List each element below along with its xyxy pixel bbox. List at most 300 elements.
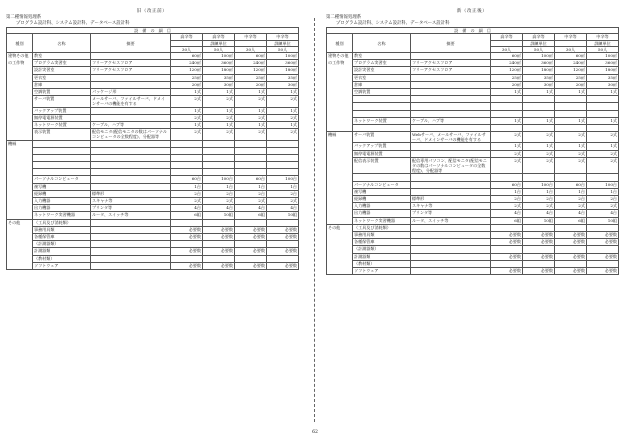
value-cell: 必要数 <box>523 267 555 274</box>
value-cell: 必要数 <box>171 233 203 240</box>
note-cell <box>411 81 491 88</box>
type-cell <box>7 129 33 140</box>
value-cell <box>587 103 619 110</box>
table-row <box>7 219 299 226</box>
old-sub-header-size: 50人 <box>267 46 299 52</box>
value-cell: 1式 <box>171 107 203 114</box>
value-cell: 1式 <box>523 117 555 124</box>
table-row <box>7 96 299 107</box>
type-cell <box>7 255 33 262</box>
value-cell <box>555 96 587 103</box>
table-row <box>327 181 619 188</box>
new-col-name: 名称 <box>353 34 411 53</box>
value-cell <box>555 224 587 231</box>
table-row <box>7 226 299 233</box>
note-cell <box>411 96 491 103</box>
value-cell: 1台 <box>555 188 587 195</box>
value-cell: 必要数 <box>267 226 299 233</box>
value-cell: 必要数 <box>555 253 587 260</box>
table-row <box>7 140 299 147</box>
value-cell: 2式 <box>491 150 523 157</box>
new-title-category: 第二種情報処理系 <box>326 15 362 20</box>
type-cell: の工作物 <box>7 60 33 67</box>
table-row <box>7 74 299 81</box>
value-cell: 35㎡ <box>587 74 619 81</box>
value-cell <box>235 219 267 226</box>
new-sub-header: 中卒等 <box>555 34 587 40</box>
value-cell: 4台 <box>203 205 235 212</box>
note-cell: 配信専用パソコン、配信モニタ(配信モニタの数はパーソナルコンピュータの全数程度)、分配器等 <box>411 157 491 174</box>
value-cell: 2式 <box>491 132 523 143</box>
type-cell: の工作物 <box>327 60 353 67</box>
value-cell: 240㎡ <box>491 60 523 67</box>
type-cell <box>7 205 33 212</box>
value-cell: 30㎡ <box>587 81 619 88</box>
value-cell: 必要数 <box>203 233 235 240</box>
type-cell: その他 <box>327 224 353 231</box>
type-cell <box>7 241 33 248</box>
table-row <box>327 117 619 124</box>
note-cell <box>91 262 171 269</box>
type-cell <box>7 114 33 121</box>
value-cell: 1式 <box>235 121 267 128</box>
type-cell: 建物その他 <box>7 53 33 60</box>
table-row <box>7 129 299 140</box>
type-cell <box>7 154 33 161</box>
name-cell: サーバ装置 <box>353 132 411 143</box>
note-cell <box>411 239 491 246</box>
note-cell <box>411 181 491 188</box>
note-cell: フリーアクセスフロア <box>91 60 171 67</box>
name-cell <box>33 162 91 169</box>
type-cell <box>327 124 353 131</box>
type-cell <box>327 217 353 224</box>
type-cell <box>7 212 33 219</box>
value-cell: 20㎡ <box>171 81 203 88</box>
value-cell <box>267 147 299 154</box>
note-cell <box>91 226 171 233</box>
value-cell <box>587 124 619 131</box>
old-col-type: 種別 <box>7 34 33 53</box>
value-cell <box>235 140 267 147</box>
value-cell: 2台 <box>491 196 523 203</box>
value-cell: 240㎡ <box>235 60 267 67</box>
name-cell <box>33 169 91 176</box>
note-cell <box>91 248 171 255</box>
table-row <box>7 169 299 176</box>
name-cell: （教材類） <box>353 260 411 267</box>
value-cell: 60台 <box>555 181 587 188</box>
note-cell <box>411 124 491 131</box>
type-cell <box>327 88 353 95</box>
value-cell: 10組 <box>267 212 299 219</box>
note-cell: フリーアクセスフロア <box>91 67 171 74</box>
type-cell <box>327 246 353 253</box>
name-cell: 出力機器 <box>33 205 91 212</box>
note-cell: パッケージ形 <box>91 88 171 95</box>
table-row <box>327 124 619 131</box>
old-version-panel <box>6 0 298 270</box>
value-cell: 25㎡ <box>555 74 587 81</box>
name-cell: 教室 <box>353 53 411 60</box>
value-cell: 必要数 <box>267 233 299 240</box>
value-cell: 1式 <box>555 143 587 150</box>
table-row <box>7 114 299 121</box>
value-cell <box>171 241 203 248</box>
new-sub-header-size: 50人 <box>587 46 619 52</box>
value-cell: 必要数 <box>235 262 267 269</box>
table-row <box>327 81 619 88</box>
value-cell: 6組 <box>491 217 523 224</box>
value-cell: 2式 <box>203 114 235 121</box>
old-sub-header: 中卒等 <box>235 34 267 40</box>
name-cell: ネットワーク装置 <box>353 117 411 124</box>
value-cell <box>523 174 555 181</box>
value-cell: 1台 <box>203 183 235 190</box>
note-cell <box>91 183 171 190</box>
table-row <box>7 147 299 154</box>
name-cell: 複写機 <box>353 188 411 195</box>
value-cell: 20㎡ <box>235 81 267 88</box>
value-cell: 1式 <box>235 107 267 114</box>
table-row <box>7 233 299 240</box>
table-row <box>327 132 619 143</box>
name-cell: 倉庫 <box>353 81 411 88</box>
value-cell: 必要数 <box>171 262 203 269</box>
table-row <box>327 74 619 81</box>
type-cell <box>7 198 33 205</box>
value-cell: 2式 <box>523 157 555 174</box>
value-cell <box>171 154 203 161</box>
type-cell <box>7 190 33 197</box>
type-cell <box>327 81 353 88</box>
value-cell: 2式 <box>171 129 203 140</box>
value-cell <box>555 124 587 131</box>
value-cell: 必要数 <box>555 267 587 274</box>
value-cell <box>491 96 523 103</box>
new-sub-header-unit: 訓練単位 <box>523 40 555 46</box>
value-cell: 120㎡ <box>235 67 267 74</box>
note-cell: ルータ、スイッチ等 <box>411 217 491 224</box>
type-cell <box>327 267 353 274</box>
value-cell: 2式 <box>555 132 587 143</box>
value-cell: 1式 <box>171 88 203 95</box>
name-cell <box>353 110 411 117</box>
name-cell: 更衣室 <box>353 74 411 81</box>
value-cell: 1台 <box>171 183 203 190</box>
value-cell: 180㎡ <box>523 67 555 74</box>
value-cell: 2式 <box>171 198 203 205</box>
old-col-note: 摘要 <box>91 34 171 53</box>
note-cell: メールサーバ、ファイルサーバ、ドメインサーバの機能を有する <box>91 96 171 107</box>
value-cell: 100㎡ <box>267 53 299 60</box>
center-divider <box>314 18 315 422</box>
value-cell: 必要数 <box>587 253 619 260</box>
name-cell <box>353 174 411 181</box>
value-cell: 1式 <box>587 88 619 95</box>
new-sub-header-size: 30人 <box>555 46 587 52</box>
table-row <box>7 183 299 190</box>
value-cell: 2式 <box>587 150 619 157</box>
value-cell: 必要数 <box>267 262 299 269</box>
note-cell <box>411 246 491 253</box>
note-cell: フリーアクセスフロア <box>411 60 491 67</box>
new-equipment-header: 設 備 の 細 目 <box>327 28 619 34</box>
type-cell <box>7 67 33 74</box>
value-cell <box>587 260 619 267</box>
value-cell <box>235 162 267 169</box>
value-cell: 2式 <box>523 203 555 210</box>
note-cell: 標準形 <box>91 190 171 197</box>
name-cell <box>353 96 411 103</box>
value-cell: 1式 <box>587 117 619 124</box>
type-cell <box>7 147 33 154</box>
note-cell: フリーアクセスフロア <box>411 67 491 74</box>
name-cell: 無停電電源装置 <box>353 150 411 157</box>
name-cell: 設計実習室 <box>33 67 91 74</box>
name-cell: 各種保管庫 <box>353 239 411 246</box>
value-cell: 10組 <box>587 217 619 224</box>
note-cell <box>91 255 171 262</box>
type-cell <box>327 188 353 195</box>
value-cell <box>235 154 267 161</box>
name-cell: プログラム実習室 <box>33 60 91 67</box>
value-cell <box>267 162 299 169</box>
table-row <box>7 88 299 95</box>
value-cell: 60㎡ <box>235 53 267 60</box>
note-cell <box>91 219 171 226</box>
name-cell: ネットワーク実習機器 <box>353 217 411 224</box>
type-cell <box>7 169 33 176</box>
note-cell <box>411 188 491 195</box>
note-cell <box>411 267 491 274</box>
value-cell: 2台 <box>171 190 203 197</box>
value-cell <box>171 169 203 176</box>
type-cell <box>327 157 353 174</box>
type-cell <box>327 110 353 117</box>
note-cell <box>91 53 171 60</box>
type-cell <box>327 181 353 188</box>
value-cell <box>491 110 523 117</box>
value-cell: 2台 <box>587 196 619 203</box>
value-cell: 必要数 <box>491 231 523 238</box>
new-equipment-table <box>326 27 619 275</box>
value-cell <box>235 255 267 262</box>
page-number: 62 <box>312 430 318 435</box>
note-cell: スキャナ等 <box>411 203 491 210</box>
value-cell: 必要数 <box>555 239 587 246</box>
note-cell <box>91 74 171 81</box>
value-cell: 必要数 <box>587 239 619 246</box>
type-cell <box>7 96 33 107</box>
value-cell: 1式 <box>203 121 235 128</box>
new-title-courses: プログラム設計科、システム設計科、データベース設計科 <box>336 20 450 26</box>
new-sub-header: 中卒等 <box>587 34 619 40</box>
name-cell <box>33 140 91 147</box>
value-cell: 60台 <box>171 176 203 183</box>
name-cell <box>33 147 91 154</box>
table-row <box>327 253 619 260</box>
value-cell: 25㎡ <box>171 74 203 81</box>
note-cell <box>91 241 171 248</box>
value-cell: 1式 <box>491 88 523 95</box>
name-cell: 無停電電源装置 <box>33 114 91 121</box>
value-cell: 1式 <box>491 143 523 150</box>
type-cell <box>7 162 33 169</box>
new-sub-header: 高卒等 <box>523 34 555 40</box>
value-cell: 4台 <box>267 205 299 212</box>
name-cell: 計測器類 <box>33 248 91 255</box>
old-sub-header-size: 30人 <box>171 46 203 52</box>
value-cell: 2式 <box>523 150 555 157</box>
note-cell <box>91 114 171 121</box>
table-row <box>327 67 619 74</box>
value-cell: 2式 <box>267 114 299 121</box>
value-cell: 1台 <box>587 188 619 195</box>
value-cell: 360㎡ <box>523 60 555 67</box>
name-cell: （教材類） <box>33 255 91 262</box>
type-cell <box>7 183 33 190</box>
value-cell <box>555 103 587 110</box>
note-cell <box>411 224 491 231</box>
value-cell: 1式 <box>203 88 235 95</box>
value-cell <box>491 224 523 231</box>
old-sub-header-unit: 訓練単位 <box>203 40 235 46</box>
value-cell <box>523 260 555 267</box>
value-cell: 60台 <box>491 181 523 188</box>
old-header: 旧（改正前） <box>136 9 168 14</box>
new-sub-header-size: 50人 <box>523 46 555 52</box>
value-cell: 100㎡ <box>587 53 619 60</box>
value-cell: 4台 <box>523 210 555 217</box>
note-cell <box>91 233 171 240</box>
type-cell <box>7 88 33 95</box>
new-sub-header-size: 30人 <box>491 46 523 52</box>
value-cell: 100台 <box>267 176 299 183</box>
name-cell: パーソナルコンピュータ <box>353 181 411 188</box>
table-row <box>327 60 619 67</box>
name-cell: 配信表示装置 <box>353 157 411 174</box>
value-cell: 180㎡ <box>587 67 619 74</box>
table-row <box>7 205 299 212</box>
name-cell: 更衣室 <box>33 74 91 81</box>
old-sub-header-unit: 訓練単位 <box>267 40 299 46</box>
value-cell: 120㎡ <box>491 67 523 74</box>
value-cell: 1式 <box>235 88 267 95</box>
value-cell: 20㎡ <box>555 81 587 88</box>
value-cell: 6組 <box>171 212 203 219</box>
value-cell: 2式 <box>523 132 555 143</box>
note-cell <box>411 150 491 157</box>
table-row <box>327 188 619 195</box>
value-cell: 2式 <box>171 114 203 121</box>
type-cell <box>327 96 353 103</box>
table-row <box>7 53 299 60</box>
value-cell <box>171 140 203 147</box>
type-cell <box>327 150 353 157</box>
value-cell <box>587 96 619 103</box>
value-cell: 必要数 <box>491 253 523 260</box>
value-cell: 100台 <box>203 176 235 183</box>
table-row <box>327 246 619 253</box>
value-cell: 100㎡ <box>203 53 235 60</box>
note-cell: Webサーバ、メールサーバ、ファイルサーバ、ドメインサーバの機能を有する <box>411 132 491 143</box>
value-cell <box>267 140 299 147</box>
table-row <box>327 143 619 150</box>
name-cell: 入力機器 <box>33 198 91 205</box>
value-cell: 2式 <box>555 157 587 174</box>
value-cell <box>555 246 587 253</box>
value-cell <box>587 174 619 181</box>
type-cell <box>7 176 33 183</box>
note-cell <box>91 169 171 176</box>
type-cell <box>7 74 33 81</box>
name-cell: 各種保管庫 <box>33 233 91 240</box>
value-cell: 必要数 <box>235 226 267 233</box>
value-cell: 6組 <box>235 212 267 219</box>
value-cell: 60台 <box>235 176 267 183</box>
value-cell: 25㎡ <box>491 74 523 81</box>
name-cell <box>33 154 91 161</box>
type-cell <box>327 239 353 246</box>
new-header: 新（改正後） <box>456 9 488 14</box>
value-cell <box>523 246 555 253</box>
value-cell <box>203 147 235 154</box>
table-row <box>327 203 619 210</box>
value-cell: 2式 <box>555 203 587 210</box>
name-cell: （工具及び消耗類） <box>33 219 91 226</box>
name-cell: 表示装置 <box>33 129 91 140</box>
value-cell: 必要数 <box>203 248 235 255</box>
value-cell <box>267 169 299 176</box>
table-row <box>327 174 619 181</box>
old-equipment-header: 設 備 の 細 目 <box>7 28 299 34</box>
table-row <box>327 196 619 203</box>
name-cell: 経録機 <box>353 196 411 203</box>
value-cell: 30㎡ <box>267 81 299 88</box>
table-row <box>7 255 299 262</box>
name-cell: サーバ装置 <box>33 96 91 107</box>
value-cell <box>523 103 555 110</box>
type-cell <box>327 253 353 260</box>
type-cell <box>327 260 353 267</box>
name-cell: 事務用具類 <box>353 231 411 238</box>
old-equipment-table <box>6 27 299 270</box>
value-cell: 4台 <box>235 205 267 212</box>
note-cell <box>411 74 491 81</box>
value-cell: 2式 <box>491 203 523 210</box>
note-cell <box>91 107 171 114</box>
table-row <box>327 157 619 174</box>
table-row <box>327 88 619 95</box>
name-cell: バックアップ装置 <box>353 143 411 150</box>
value-cell <box>523 110 555 117</box>
name-cell: 空調装置 <box>353 88 411 95</box>
value-cell: 2式 <box>587 157 619 174</box>
note-cell: スキャナ等 <box>91 198 171 205</box>
type-cell <box>327 143 353 150</box>
value-cell: 2式 <box>203 198 235 205</box>
value-cell <box>203 154 235 161</box>
value-cell: 2台 <box>523 196 555 203</box>
table-row <box>327 224 619 231</box>
type-cell <box>7 233 33 240</box>
value-cell <box>555 174 587 181</box>
type-cell <box>7 262 33 269</box>
note-cell: ケーブル、ハブ等 <box>91 121 171 128</box>
table-row <box>327 103 619 110</box>
value-cell: 2式 <box>555 150 587 157</box>
